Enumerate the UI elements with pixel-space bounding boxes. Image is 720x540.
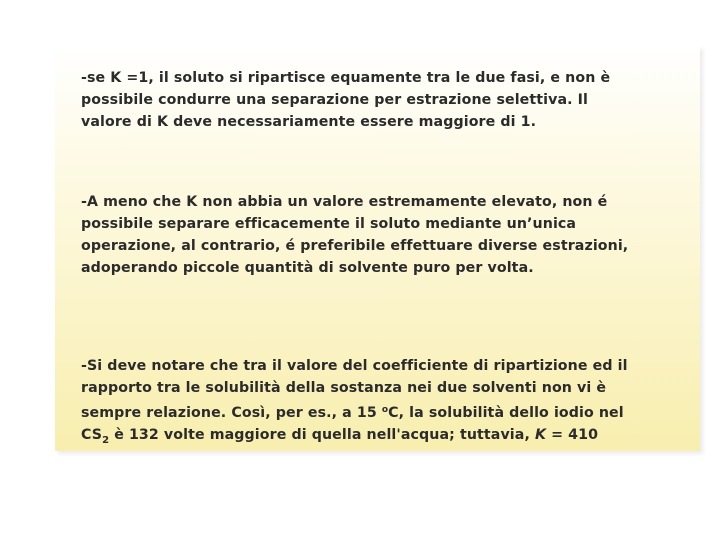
paragraph-1-line-1: -se K =1, il soluto si ripartisce equamente tra le due fasi, e non è: [81, 70, 611, 86]
paragraph-1: [81, 67, 693, 133]
paragraph-2-line-3: operazione, al contrario, é preferibile effettuare diverse estrazioni,: [81, 238, 629, 254]
paragraph-3-line-4: [81, 424, 693, 452]
paragraph-1-line-3: valore di K deve necessariamente essere maggiore di 1.: [81, 114, 537, 130]
paragraph-3-line-1: -Si deve notare che tra il valore del coefficiente di ripartizione ed il: [81, 358, 628, 374]
k-symbol: K: [534, 427, 547, 443]
paragraph-2-line-1: -A meno che K non abbia un valore estremamente elevato, non é: [81, 194, 608, 210]
paragraph-2-line-4: adoperando piccole quantità di solvente puro per volta.: [81, 260, 534, 276]
chem-formula-cs: CS: [81, 427, 103, 443]
line3-text-pre: sempre relazione. Così, per es., a 15: [81, 405, 382, 421]
line4-text-mid: è 132 volte maggiore di quella nell'acqua; tuttavia,: [109, 427, 535, 443]
chem-subscript: 2: [102, 435, 110, 446]
paragraph-2-line-2: possibile separare efficacemente il soluto mediante un’unica: [81, 216, 577, 232]
paragraph-1-line-2: possibile condurre una separazione per estrazione selettiva. Il: [81, 92, 589, 108]
line4-text-end: = 410: [546, 427, 599, 443]
paragraph-3: [81, 355, 693, 452]
paragraph-2: [81, 191, 693, 279]
paragraph-3-line-3: [81, 399, 693, 424]
text-panel: [55, 46, 700, 451]
line3-text-post: C, la solubilità dello iodio nel: [388, 405, 624, 421]
degree-superscript: o: [381, 405, 389, 415]
paragraph-3-line-2: rapporto tra le solubilità della sostanza nei due solventi non vi è: [81, 380, 607, 396]
